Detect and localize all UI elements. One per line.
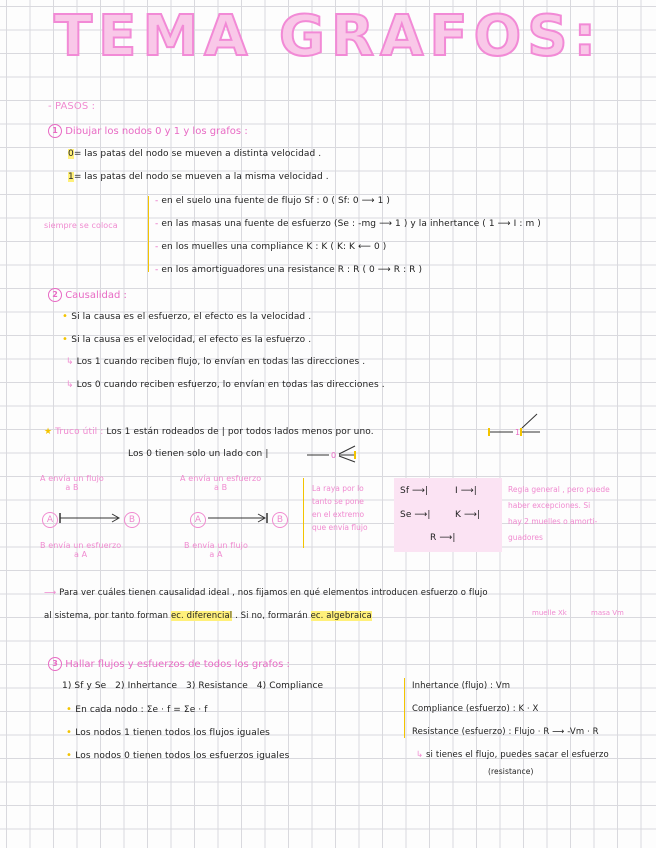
- node-b-mid: B: [272, 509, 288, 528]
- step3-r5: (resistance): [488, 767, 534, 776]
- bracket-brace: [148, 196, 154, 272]
- mid-arrow: [206, 512, 272, 524]
- step2-number: 2: [48, 288, 62, 302]
- muelle-note: muelle Xk: [532, 609, 567, 617]
- step3-r3: Resistance (esfuerzo) : Flujo ⋅ R ⟶ -Vm ⋅ R: [412, 727, 599, 737]
- star-icon: ★: [44, 427, 53, 437]
- siempre-label: siempre se coloca: [44, 221, 118, 230]
- truco-label: Truco útil :: [55, 427, 104, 437]
- step1-line0-key: 0: [68, 149, 74, 159]
- step1-item: - en las masas una fuente de esfuerzo (Se : -mg ⟶ 1 ) y la inhertance ( 1 ⟶ I : m ): [155, 219, 541, 229]
- step1-line1: 1= las patas del nodo se mueven a la misma velocidad .: [68, 172, 329, 182]
- raya-note: La raya por lo tanto se pone en el extremo que envía flujo: [312, 484, 368, 532]
- table-cell: Se ⟶|: [400, 510, 431, 520]
- raya-brace: [303, 478, 309, 548]
- step3-number: 3: [48, 657, 62, 671]
- left-arrow: [58, 512, 124, 524]
- step3-r1: Inhertance (flujo) : Vm: [412, 681, 511, 691]
- table-cell: K ⟶|: [455, 510, 481, 520]
- step1-item: - en los muelles una compliance K : K ( K: K ⟵ 0 ): [155, 242, 387, 252]
- node-a-mid: A: [190, 509, 206, 528]
- step1-heading: Dibujar los nodos 0 y 1 y los grafos :: [65, 126, 248, 137]
- zero-node-sketch: [305, 442, 360, 466]
- step3-brace: [404, 678, 410, 738]
- step3-r2: Compliance (esfuerzo) : K ⋅ X: [412, 704, 539, 714]
- step3-heading-row: [48, 657, 290, 671]
- step2-heading-row: [48, 288, 127, 302]
- mid-bottom-label: B envía un flujo a A: [184, 541, 248, 559]
- mid-top-label: A envía un esfuerzo a B: [180, 474, 262, 492]
- table-cell: R ⟶|: [430, 533, 456, 543]
- truco-row1: ★ Truco útil : Los 1 están rodeados de | por todos lados menos por uno.: [44, 427, 374, 437]
- pasos-label: - PASOS :: [48, 101, 96, 112]
- ec-diferencial: ec. diferencial: [170, 611, 233, 621]
- step1-number: 1: [48, 124, 62, 138]
- svg-text:1: 1: [515, 428, 521, 437]
- left-top-label: A envía un flujo a B: [40, 474, 104, 492]
- one-node-sketch: [485, 408, 545, 440]
- step3-bullet3: • Los nodos 0 tienen todos los esfuerzos iguales: [66, 750, 290, 761]
- step2-bullet2: • Si la causa es el velocidad, el efecto es la esfuerzo .: [62, 334, 312, 345]
- step2-bullet1: • Si la causa es el esfuerzo, el efecto es la velocidad .: [62, 311, 312, 322]
- step1-line0: 0= las patas del nodo se mueven a distinta velocidad .: [68, 149, 322, 159]
- step2-heading: Causalidad :: [65, 290, 127, 301]
- step1-item: - en el suelo una fuente de flujo Sf : 0 ( Sf: 0 ⟶ 1 ): [155, 196, 390, 206]
- step1-line1-key: 1: [68, 172, 74, 182]
- step3-r4: ↳ si tienes el flujo, puedes sacar el esfuerzo: [416, 750, 609, 760]
- step3-heading: Hallar flujos y esfuerzos de todos los grafos :: [65, 659, 290, 670]
- step3-subs: 1) Sf y Se 2) Inhertance 3) Resistance 4) Compliance: [62, 681, 324, 691]
- left-bottom-label: B envía un esfuerzo a A: [40, 541, 122, 559]
- truco-row2: Los 0 tienen solo un lado con |: [128, 449, 269, 459]
- table-cell: Sf ⟶|: [400, 486, 429, 496]
- step3-bullet2: • Los nodos 1 tienen todos los flujos iguales: [66, 727, 270, 738]
- ideal-line2: al sistema, por tanto forman ec. diferencial . Si no, formarán ec. algebraica: [44, 611, 372, 621]
- table-cell: I ⟶|: [455, 486, 477, 496]
- node-a-left: A: [42, 509, 58, 528]
- regla-note: Regla general , pero puede haber excepciones. Si hay 2 muelles o amorti- guadores: [508, 485, 610, 542]
- step3-bullet1: • En cada nodo : Σe ⋅ f = Σe ⋅ f: [66, 704, 208, 715]
- ec-algebraica: ec. algebraica: [310, 611, 372, 621]
- node-b-left: B: [124, 509, 140, 528]
- svg-text:0: 0: [331, 451, 337, 460]
- masa-note: masa Vm: [591, 609, 624, 617]
- ideal-line1: ⟶ Para ver cuáles tienen causalidad ideal , nos fijamos en qué elementos introducen esfuerzo o flujo: [44, 588, 488, 598]
- step2-arrow2: ↳ Los 0 cuando reciben esfuerzo, lo envían en todas las direcciones .: [66, 380, 385, 390]
- step2-arrow1: ↳ Los 1 cuando reciben flujo, lo envían en todas las direcciones .: [66, 357, 366, 367]
- step1-heading-row: [48, 124, 248, 138]
- page-title: TEMA GRAFOS:: [53, 4, 603, 69]
- step1-item: - en los amortiguadores una resistance R : R ( 0 ⟶ R : R ): [155, 265, 423, 275]
